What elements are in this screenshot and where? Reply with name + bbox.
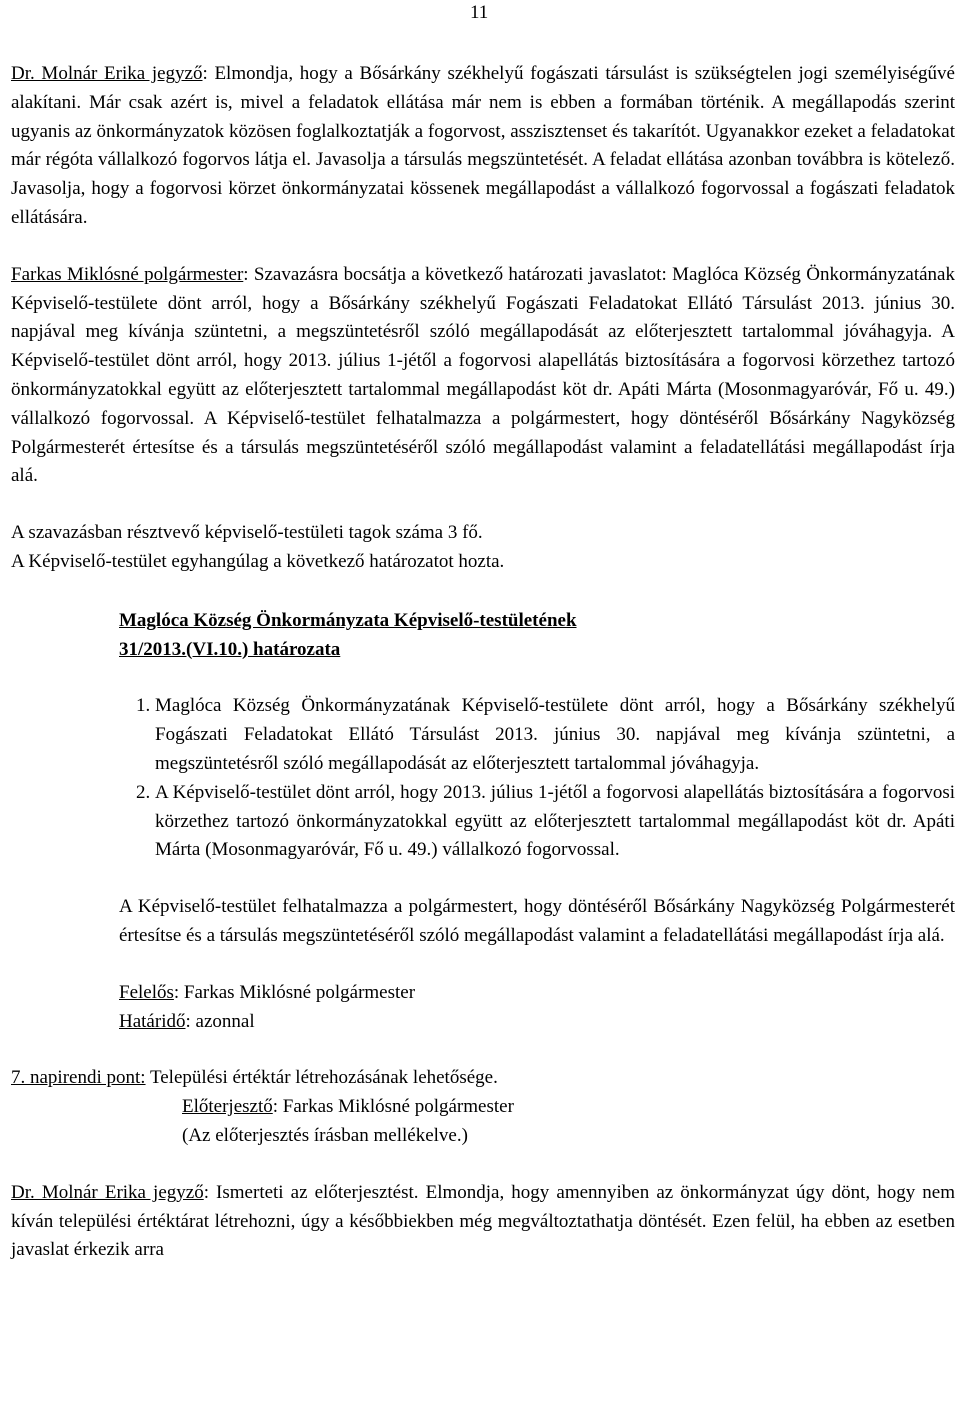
resolution-title-line1: Maglóca Község Önkormányzata Képviselő-testületének [119, 609, 577, 631]
paragraph-clerk-presentation [11, 1179, 955, 1265]
presenter-value: : Farkas Miklósné polgármester [272, 1096, 514, 1118]
responsible-label: Felelős [119, 981, 174, 1003]
speaker-name: Dr. Molnár Erika jegyző [11, 63, 203, 84]
speaker-name: Dr. Molnár Erika jegyző [11, 1181, 204, 1203]
paragraph-text: : Elmondja, hogy a Bősárkány székhelyű fogászati társulást is szükségtelen jogi személyiségűvé alakítani. Már csak azért is, mivel a feladatok ellátása már nem is ebben a formában történik. A megállapodás szerint ugyanis az önkormányzatok közösen foglalkoztatják a fogorvost, asszisztenset és takarítót. Ugyanakkor ezeket a feladatokat már régóta vállalkozó fogorvos látja el. Javasolja a társulás megszüntetését. A feladat ellátása azonban továbbra is kötelező. Javasolja, hogy a fogorvosi körzet önkormányzatai kössenek megállapodást a vállalkozó fogorvossal a fogászati feladatok ellátására. [11, 63, 955, 228]
agenda-note: (Az előterjesztés írásban mellékelve.) [182, 1124, 468, 1146]
agenda-presenter [182, 1093, 955, 1122]
paragraph-clerk-statement [11, 60, 955, 233]
document-body [11, 60, 955, 1265]
resolution-title-line2: 31/2013.(VI.10.) határozata [119, 638, 341, 660]
resolution-authorization: A Képviselő-testület felhatalmazza a polgármestert, hogy döntéséről Bősárkány Nagyközség Polgármesterét értesítse és a társulás megszüntetéséről szóló megállapodást valamint a feladatellátási megállapodást írja alá. [119, 896, 955, 946]
paragraph-text: : Szavazásra bocsátja a következő határozati javaslatot: Maglóca Község Önkormányzatának Képviselő-testülete dönt arról, hogy a Bősárkány székhelyű Fogászati Feladatokat Ellátó Társulást 2013. június 30. napjával meg kívánja szüntetni, a megszüntetésről szóló megállapodását az előterjesztett tartalommal jóváhagyja. A Képviselő-testület dönt arról, hogy 2013. július 1-jétől a fogorvosi alapellátás biztosítására a fogorvosi körzethez tartozó önkormányzatokkal együtt az előterjesztett tartalommal megállapodást köt dr. Apáti Márta (Mosonmagyaróvár, Fő u. 49.) vállalkozó fogorvossal. A Képviselő-testület felhatalmazza a polgármestert, hogy döntéséről Bősárkány Nagyközség Polgármesterét értesítse és a társulás megszüntetéséről szóló megállapodást valamint a feladatellátási megállapodást írja alá. [11, 263, 955, 487]
presenter-label: Előterjesztő [182, 1096, 273, 1118]
resolution-item-1: 1. Maglóca Község Önkormányzatának Képviselő-testülete dönt arról, hogy a Bősárkány székhelyű Fogászati Feladatokat Ellátó Társulást 2013. június 30. napjával meg kívánja szüntetni, a megszüntetésről szóló megállapodását az előterjesztett tartalommal jóváhagyja. [155, 692, 955, 778]
resolution-items [11, 692, 955, 865]
deadline-line [119, 1008, 955, 1037]
vote-count-line: A szavazásban résztvevő képviselő-testületi tagok száma 3 fő. [11, 522, 483, 544]
resolution-item-2: 2. A Képviselő-testület dönt arról, hogy 2013. július 1-jétől a fogorvosi alapellátás biztosítására a fogorvosi körzethez tartozó önkormányzatokkal együtt az előterjesztett tartalommal megállapodást köt dr. Apáti Márta (Mosonmagyaróvár, Fő u. 49.) vállalkozó fogorvossal. [155, 779, 955, 865]
responsible-line [119, 979, 955, 1008]
vote-result-line: A Képviselő-testület egyhangúlag a következő határozatot hozta. [11, 550, 505, 572]
responsible-value: : Farkas Miklósné polgármester [173, 981, 416, 1003]
paragraph-mayor-proposal [11, 261, 955, 491]
page-number: 11 [470, 2, 489, 23]
resolution-title [119, 607, 955, 665]
agenda-item [11, 1064, 955, 1093]
speaker-name: Farkas Miklósné polgármester [11, 263, 244, 285]
paragraph-text: : Ismerteti az előterjesztést. Elmondja, hogy amennyiben az önkormányzat úgy dönt, hogy nem kíván települési értéktárat létrehozni, úgy a későbbiekben még megváltoztathatja döntését. Ezen felül, ha ebben az esetben javaslat érkezik arra [11, 1181, 955, 1261]
agenda-label: 7. napirendi pont: [11, 1067, 146, 1089]
deadline-label: Határidő [119, 1010, 186, 1032]
agenda-title: Települési értéktár létrehozásának lehetősége. [145, 1067, 498, 1089]
deadline-value: : azonnal [185, 1010, 255, 1032]
